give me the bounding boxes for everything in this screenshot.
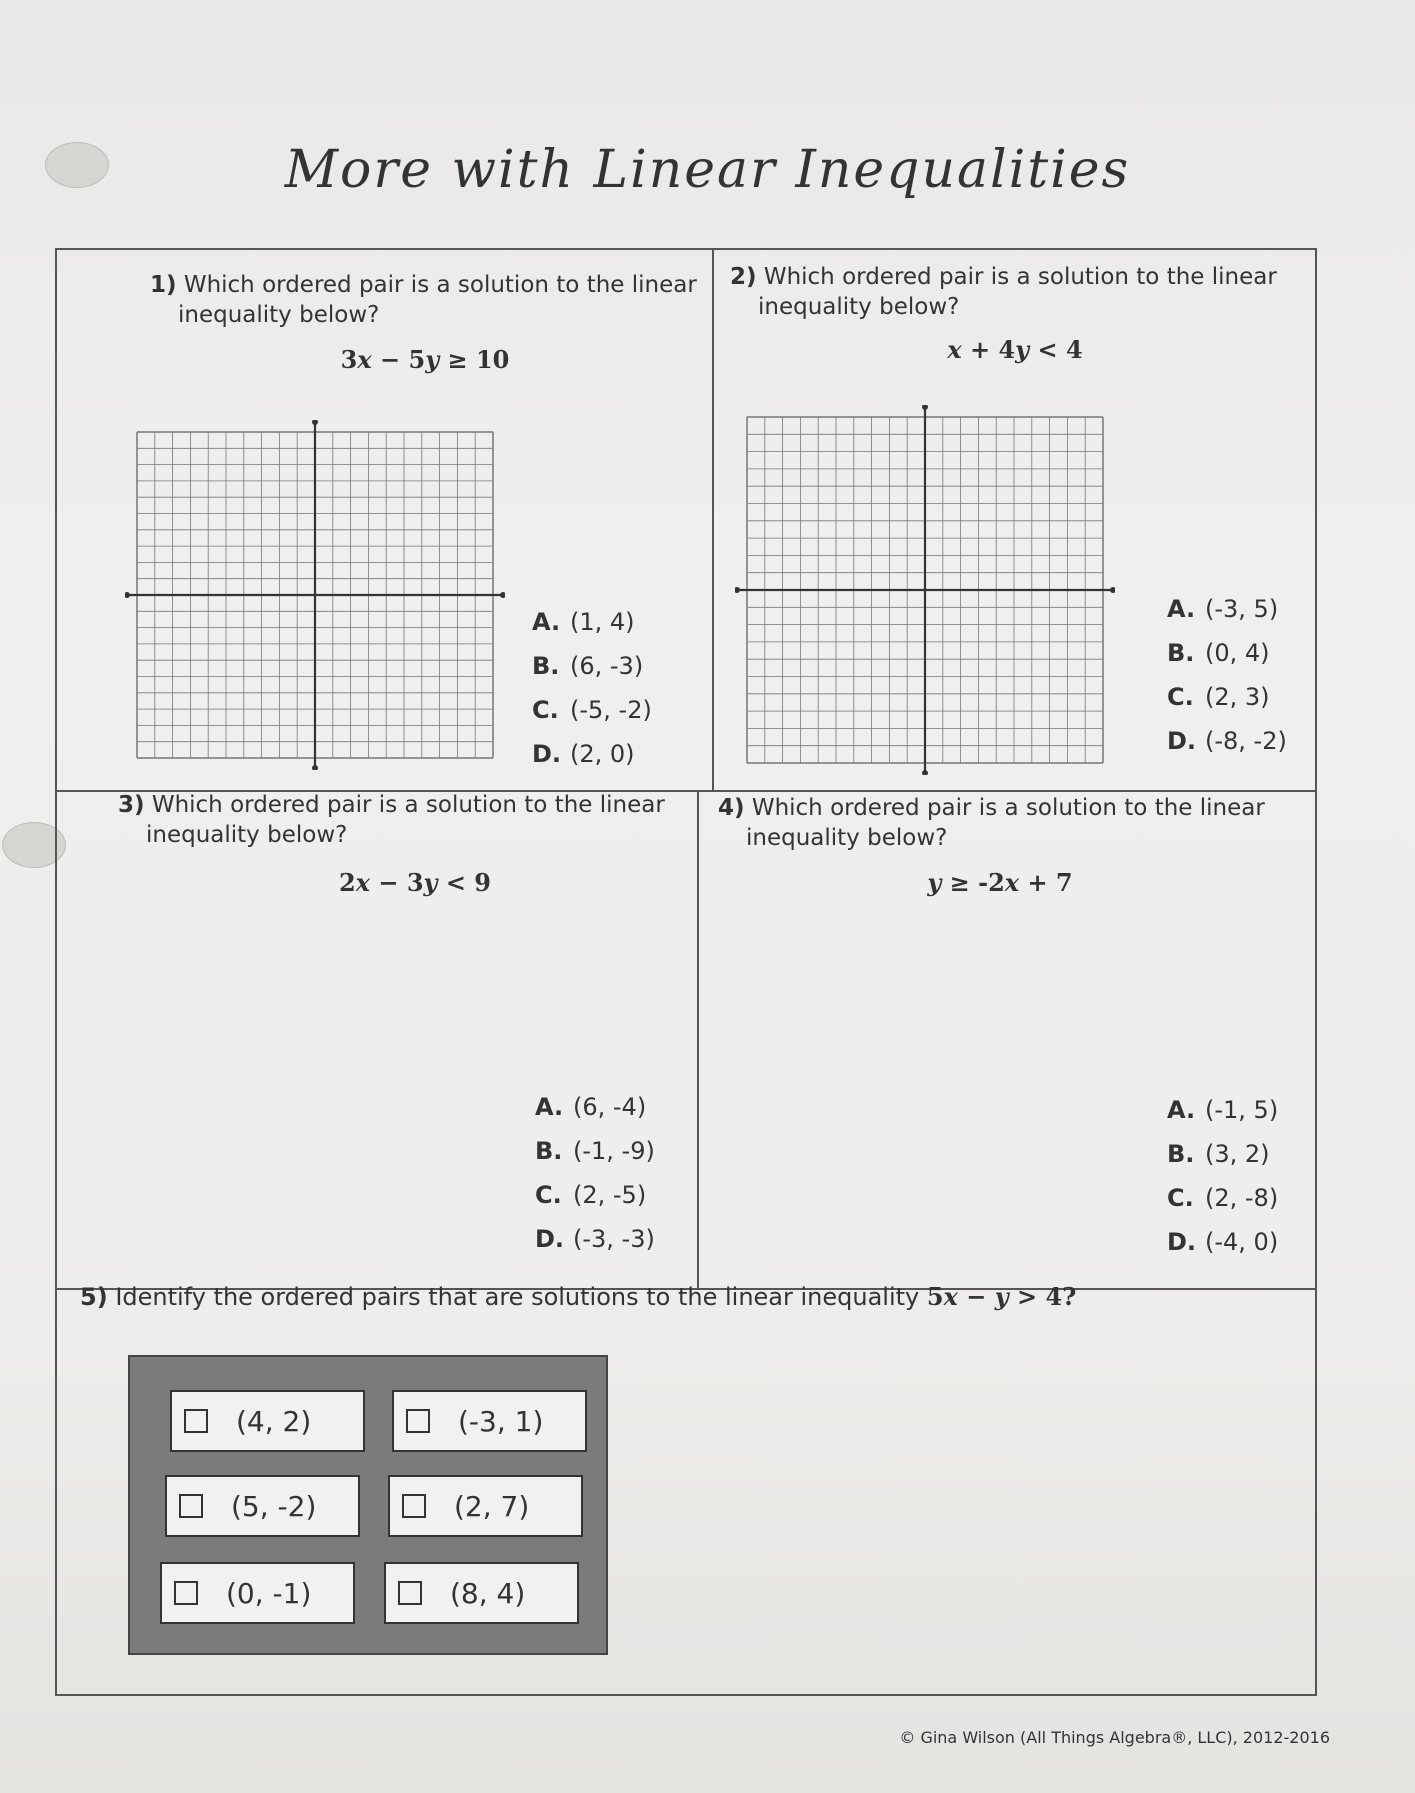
answer-choice[interactable]: [535, 1085, 655, 1129]
axis-arrow: [125, 592, 130, 598]
question-text: Which ordered pair is a solution to the linear: [151, 792, 665, 818]
question-5: [80, 1282, 1076, 1311]
choice-letter: B.: [535, 1137, 563, 1165]
option-label: (8, 4): [450, 1576, 526, 1610]
choice-letter: B.: [532, 652, 560, 680]
choice-letter: B.: [1167, 1140, 1195, 1168]
choice-letter: D.: [1167, 1228, 1197, 1256]
checkbox[interactable]: [184, 1409, 208, 1433]
choice-value: (-4, 0): [1205, 1228, 1279, 1256]
coordinate-grid-1[interactable]: [125, 420, 505, 770]
question-text: inequality below?: [178, 302, 380, 328]
question-text: Which ordered pair is a solution to the linear: [183, 272, 697, 298]
question-number: 1): [150, 272, 177, 298]
choice-letter: D.: [532, 740, 562, 768]
choice-value: (2, 0): [570, 740, 635, 768]
answer-choice[interactable]: [1167, 1088, 1278, 1132]
answer-choice[interactable]: [1167, 675, 1287, 719]
question-4: [718, 793, 1278, 853]
choice-letter: A.: [535, 1093, 564, 1121]
question-text: Which ordered pair is a solution to the linear: [751, 795, 1265, 821]
axis-arrow: [312, 420, 318, 425]
answer-choice[interactable]: [1167, 719, 1287, 763]
axis-arrow: [735, 587, 740, 593]
option-label: (-3, 1): [458, 1404, 544, 1438]
question-number: 2): [730, 264, 757, 290]
divider: [697, 790, 699, 1290]
choices-4: [1167, 1088, 1278, 1264]
answer-choice[interactable]: [532, 644, 652, 688]
choice-value: (2, -8): [1205, 1184, 1279, 1212]
choices-2: [1167, 587, 1287, 763]
question-text: inequality below?: [746, 825, 948, 851]
choice-value: (-3, 5): [1205, 595, 1279, 623]
choice-value: (0, 4): [1205, 639, 1270, 667]
option-card[interactable]: [388, 1475, 583, 1537]
inequality-5: 5x − y > 4?: [926, 1282, 1077, 1311]
answer-choice[interactable]: [535, 1173, 655, 1217]
question-text: Which ordered pair is a solution to the linear: [763, 264, 1277, 290]
inequality-3: 2x − 3y < 9: [338, 868, 492, 897]
choice-letter: B.: [1167, 639, 1195, 667]
choice-letter: C.: [1167, 1184, 1194, 1212]
choice-letter: D.: [535, 1225, 565, 1253]
question-1: [150, 270, 710, 330]
inequality-1: 3x − 5y ≥ 10: [340, 345, 510, 374]
option-label: (2, 7): [454, 1489, 530, 1523]
choice-letter: D.: [1167, 727, 1197, 755]
checkbox[interactable]: [174, 1581, 198, 1605]
choice-value: (2, -5): [573, 1181, 647, 1209]
option-label: (4, 2): [236, 1404, 312, 1438]
checkbox[interactable]: [179, 1494, 203, 1518]
answer-choice[interactable]: [1167, 1132, 1278, 1176]
answer-choice[interactable]: [532, 732, 652, 776]
answer-choice[interactable]: [532, 688, 652, 732]
answer-options-box: [128, 1355, 608, 1655]
inequality-4: y ≥ -2x + 7: [927, 868, 1073, 897]
choice-letter: A.: [532, 608, 561, 636]
option-label: (5, -2): [231, 1489, 317, 1523]
axis-arrow: [1110, 587, 1115, 593]
axis-arrow: [922, 770, 928, 775]
question-3: [118, 790, 678, 850]
choices-1: [532, 600, 652, 776]
question-number: 4): [718, 795, 745, 821]
option-card[interactable]: [170, 1390, 365, 1452]
choice-value: (-3, -3): [573, 1225, 655, 1253]
inequality-2: x + 4y < 4: [947, 335, 1083, 364]
choice-value: (2, 3): [1205, 683, 1270, 711]
option-label: (0, -1): [226, 1576, 312, 1610]
answer-choice[interactable]: [1167, 1220, 1278, 1264]
question-text: inequality below?: [146, 822, 348, 848]
option-card[interactable]: [384, 1562, 579, 1624]
question-number: 3): [118, 792, 145, 818]
choice-letter: C.: [532, 696, 559, 724]
answer-choice[interactable]: [532, 600, 652, 644]
choice-letter: C.: [535, 1181, 562, 1209]
question-text: inequality below?: [758, 294, 960, 320]
choice-value: (-1, -9): [573, 1137, 655, 1165]
choice-letter: A.: [1167, 595, 1196, 623]
coordinate-grid-2[interactable]: [735, 405, 1115, 775]
choice-letter: A.: [1167, 1096, 1196, 1124]
option-card[interactable]: [165, 1475, 360, 1537]
answer-choice[interactable]: [1167, 1176, 1278, 1220]
choices-3: [535, 1085, 655, 1261]
option-card[interactable]: [392, 1390, 587, 1452]
answer-choice[interactable]: [1167, 631, 1287, 675]
choice-value: (-1, 5): [1205, 1096, 1279, 1124]
question-2: [730, 262, 1290, 322]
choice-value: (-5, -2): [570, 696, 652, 724]
copyright: © Gina Wilson (All Things Algebra®, LLC), 2012-2016: [899, 1728, 1330, 1747]
checkbox[interactable]: [402, 1494, 426, 1518]
choice-value: (6, -4): [573, 1093, 647, 1121]
axis-arrow: [312, 765, 318, 770]
choice-value: (-8, -2): [1205, 727, 1287, 755]
checkbox[interactable]: [406, 1409, 430, 1433]
question-number: 5): [80, 1283, 108, 1311]
choice-letter: C.: [1167, 683, 1194, 711]
option-card[interactable]: [160, 1562, 355, 1624]
answer-choice[interactable]: [535, 1129, 655, 1173]
axis-arrow: [922, 405, 928, 410]
choice-value: (6, -3): [570, 652, 644, 680]
axis-arrow: [500, 592, 505, 598]
choice-value: (3, 2): [1205, 1140, 1270, 1168]
page-title: More with Linear Inequalities: [284, 140, 1131, 200]
answer-choice[interactable]: [535, 1217, 655, 1261]
answer-choice[interactable]: [1167, 587, 1287, 631]
question-text: Identify the ordered pairs that are solutions to the linear inequality: [115, 1283, 920, 1311]
checkbox[interactable]: [398, 1581, 422, 1605]
divider: [712, 250, 714, 790]
choice-value: (1, 4): [570, 608, 635, 636]
